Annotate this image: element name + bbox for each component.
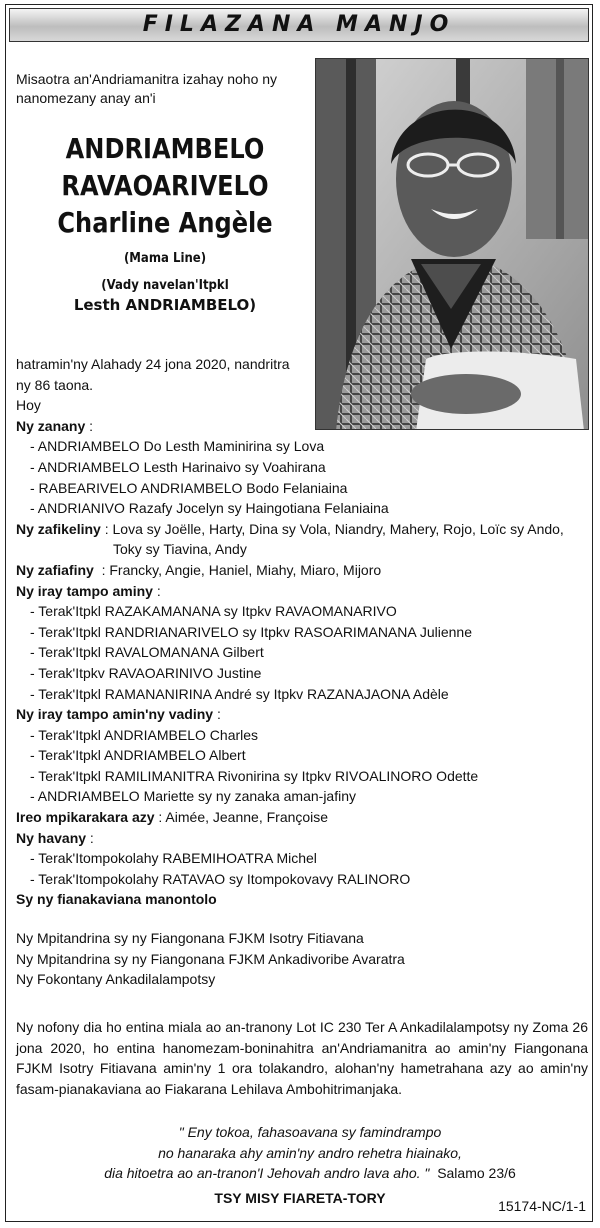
death-line-1: hatramin'ny Alahady 24 jona 2020, nandritra <box>16 356 290 372</box>
list-item: - RABEARIVELO ANDRIAMBELO Bodo Felaniaina <box>30 479 348 496</box>
hoy-text: Hoy <box>16 397 41 414</box>
list-item: - Terak'Itompokolahy RABEMIHOATRA Michel <box>30 850 317 867</box>
section-label: Ny iray tampo aminy <box>16 582 153 599</box>
whole-family-line: Sy ny fianakaviana manontolo <box>16 891 217 908</box>
list-item: - Terak'Itpkl ANDRIAMBELO Albert <box>30 747 246 764</box>
section-grandchildren: Ny zafikeliny : Lova sy Joëlle, Harty, Dina sy Vola, Niandry, Mahery, Rojo, Loïc sy Ando, <box>16 520 564 537</box>
church-line: Ny Mpitandrina sy ny Fiangonana FJKM Ankadivoribe Avaratra <box>16 950 405 967</box>
list-item: - Terak'Itpkl ANDRIAMBELO Charles <box>30 726 259 743</box>
grandchildren-cont: Toky sy Tiavina, Andy <box>113 541 247 558</box>
list-item: - Terak'Itpkl RANDRIANARIVELO sy Itpkv RASOARIMANANA Julienne <box>30 623 472 640</box>
section-children: Ny zanany : <box>16 417 94 434</box>
list-item: - ANDRIAMBELO Lesth Harinaivo sy Voahirana <box>30 458 326 475</box>
section-label: Ny zanany <box>16 417 86 434</box>
section-great-grandchildren: Ny zafiafiny : Francky, Angie, Haniel, Miahy, Miaro, Mijoro <box>16 561 382 578</box>
intro-text: Misaotra an'Andriamanitra izahay noho ny nanomezany anay an'i <box>16 71 278 106</box>
funeral-details: Ny nofony dia ho entina miala ao an-tranony Lot IC 230 Ter A Ankadilalampotsy ny Zoma 26 jona 2020, ho entina hanomezam-boninahitra an'Andriamanitra ao amin'ny Fiangonana FJKM Isotry Fitiavana amin'ny 1 ora tolakandro, alohan'ny hametrahana azy ao amin'ny fasam-pianakaviana ao Fiakarana Lehilava Ambohitrimanjaka. <box>16 1019 588 1097</box>
death-line-2: ny 86 taona. <box>16 376 94 393</box>
list-item: - ANDRIAMBELO Mariette sy ny zanaka aman-jafiny <box>30 788 357 805</box>
deceased-name-block <box>16 130 314 315</box>
deceased-given-names: Charline Angèle <box>57 206 273 239</box>
section-label: Ny zafiafiny <box>16 561 94 578</box>
header-title: FILAZANA MANJO <box>142 12 456 37</box>
quote-line: " Eny tokoa, fahasoavana sy famindrampo <box>178 1124 442 1140</box>
list-item: - Terak'Itpkl RAMILIMANITRA Rivonirina sy Itpkv RIVOALINORO Odette <box>30 767 479 784</box>
list-item: - Terak'Itpkl RAZAKAMANANA sy Itpkv RAVAOMANARIVO <box>30 603 397 620</box>
scripture-quote <box>40 1122 580 1184</box>
section-label: Ny iray tampo amin'ny vadiny <box>16 706 214 723</box>
quote-line-last: dia hitoetra ao an-tranon'I Jehovah andro lava aho. " Salamo 23/6 <box>104 1165 516 1182</box>
spouse-line: (Vady navelan'Itpkl <box>101 278 229 293</box>
deceased-nickname: (Mama Line) <box>123 251 207 266</box>
deceased-surname: ANDRIAMBELO <box>65 132 265 165</box>
list-item: - ANDRIANIVO Razafy Jocelyn sy Haingotiana Felaniaina <box>30 500 389 517</box>
closing-note: TSY MISY FIARETA-TORY <box>214 1190 386 1206</box>
list-item: - Terak'Itpkl RAVALOMANANA Gilbert <box>30 644 264 661</box>
section-relatives: Ny havany : <box>16 829 94 846</box>
section-siblings: Ny iray tampo aminy : <box>16 582 161 599</box>
section-label: Ireo mpikarakara azy <box>16 809 155 826</box>
list-item: - Terak'Itpkv RAVAOARINIVO Justine <box>30 664 262 681</box>
list-item: - Terak'Itpkl RAMANANIRINA André sy Itpkv RAZANAJAONA Adèle <box>30 685 449 702</box>
header-banner <box>9 8 589 42</box>
list-item: - ANDRIAMBELO Do Lesth Maminirina sy Lova <box>30 438 325 455</box>
reference-number: 15174-NC/1-1 <box>498 1198 586 1214</box>
section-label: Ny zafikeliny <box>16 520 101 537</box>
quote-line: no hanaraka ahy amin'ny andro rehetra hiainako, <box>158 1144 462 1161</box>
church-line: Ny Fokontany Ankadilalampotsy <box>16 971 216 988</box>
deceased-second-name: RAVAOARIVELO <box>61 169 269 202</box>
quote-reference: Salamo 23/6 <box>437 1165 516 1182</box>
notice-body <box>16 354 588 990</box>
section-spouse-siblings: Ny iray tampo amin'ny vadiny : <box>16 706 221 723</box>
section-label: Ny havany <box>16 829 87 846</box>
church-line: Ny Mpitandrina sy ny Fiangonana FJKM Isotry Fitiavana <box>16 930 364 947</box>
spouse-name: Lesth ANDRIAMBELO) <box>73 296 257 314</box>
list-item: - Terak'Itompokolahy RATAVAO sy Itompokovavy RALINORO <box>30 870 411 887</box>
section-caregivers: Ireo mpikarakara azy : Aimée, Jeanne, Françoise <box>16 809 329 826</box>
